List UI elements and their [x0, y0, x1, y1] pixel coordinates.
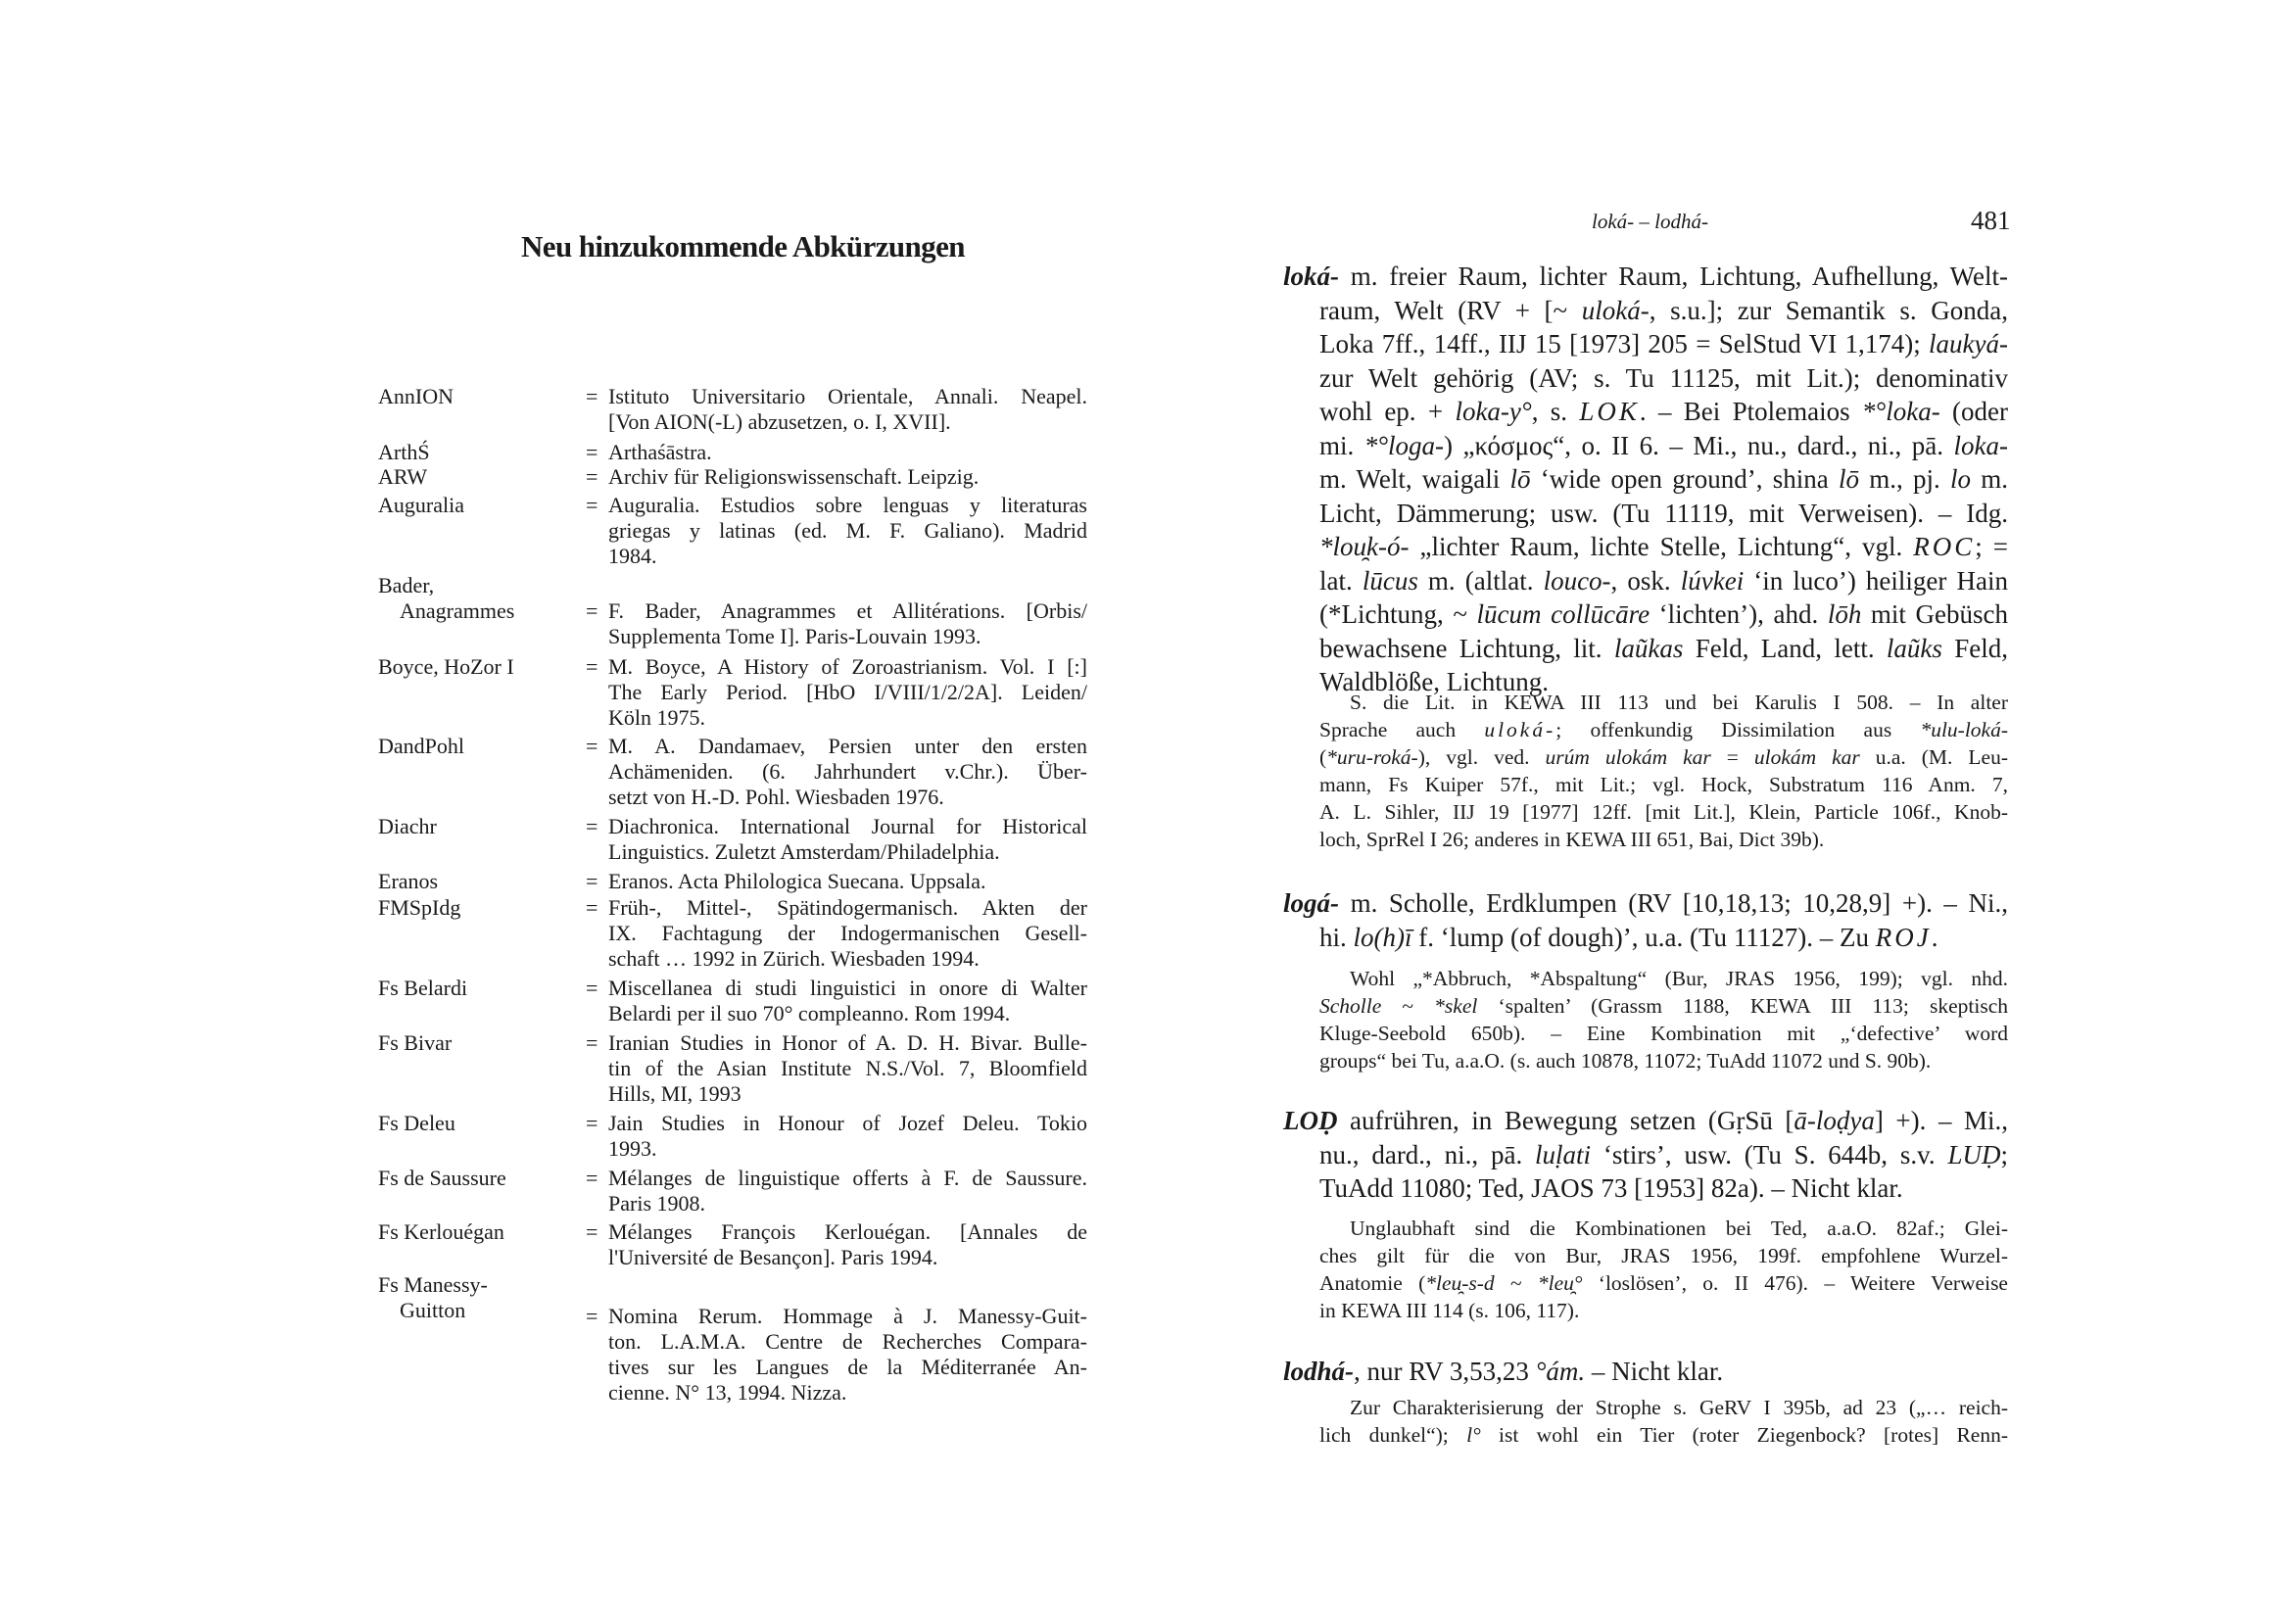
- definition-line: The Early Period. [HbO I/VIII/1/2/2A]. Leiden/: [608, 680, 1087, 704]
- text-segment: , s.: [1531, 397, 1580, 426]
- definition-line: Supplementa Tome I]. Paris-Louvain 1993.: [608, 624, 981, 648]
- dictionary-entry: [1283, 886, 2008, 954]
- text-segment: ~: [1494, 1271, 1538, 1295]
- italic-term: lōh: [1827, 599, 1862, 629]
- abbreviation-term: [378, 573, 514, 624]
- abbreviation-definition: [608, 814, 1087, 865]
- definition-line: Eranos. Acta Philologica Suecana. Uppsala.: [608, 869, 986, 893]
- abbreviation-term: [378, 384, 454, 409]
- text-segment: Anatomie (: [1319, 1271, 1426, 1295]
- text-segment: m.: [1971, 464, 2008, 494]
- text-segment: Kluge-Seebold 650b). – Eine Kombination mit „‘defective’ word: [1319, 1022, 2008, 1045]
- headword: loká-: [1283, 262, 1339, 291]
- abbreviation-line: AnnION: [378, 384, 454, 408]
- text-line: [1319, 921, 2008, 955]
- abbreviation-term: [378, 1219, 504, 1245]
- text-segment: TuAdd 11080; Ted, JAOS 73 [1953] 82a). – Nicht klar.: [1319, 1173, 1903, 1203]
- definition-line: Istituto Universitario Orientale, Annali. Neapel.: [608, 384, 1087, 408]
- text-line: [1350, 1394, 2008, 1421]
- text-segment: nu., dard., ni., pā.: [1319, 1139, 1536, 1169]
- italic-term: *leu̯°: [1537, 1271, 1583, 1295]
- text-line: [1319, 497, 2008, 531]
- text-line: [1319, 1138, 2008, 1172]
- equals-sign: =: [586, 654, 598, 679]
- dictionary-entry: [1283, 1355, 2008, 1389]
- abbreviation-line: FMSpIdg: [378, 895, 461, 920]
- definition-line: Iranian Studies in Honor of A. D. H. Bivar. Bulle-: [608, 1030, 1087, 1055]
- text-segment: m., pj.: [1858, 464, 1950, 494]
- equals-sign: =: [586, 976, 598, 1000]
- text-line: [1319, 1020, 2008, 1047]
- italic-term: lūcum collūcāre: [1476, 599, 1650, 629]
- equals-sign: =: [586, 1219, 598, 1244]
- text-segment: m. Scholle, Erdklumpen (RV [10,18,13; 10,28,9] +). – Ni.,: [1339, 888, 2008, 918]
- abbreviation-line: Boyce, HoZor I: [378, 654, 514, 679]
- definition-line: Hills, MI, 1993: [608, 1081, 741, 1106]
- abbreviation-term: [378, 895, 460, 921]
- definition-line: tives sur les Langues de la Méditerranée An-: [608, 1355, 1087, 1379]
- abbreviation-line: Guitton: [400, 1298, 466, 1322]
- abbreviation-term: [378, 976, 467, 1001]
- page-number: 481: [1971, 206, 2011, 235]
- text-line: [1319, 395, 2008, 429]
- italic-term: lúvkei: [1680, 565, 1745, 596]
- italic-term: *leu̯-s-d: [1425, 1271, 1495, 1295]
- abbreviation-line: Fs Deleu: [378, 1111, 455, 1135]
- page-title: Neu hinzukommende Abkürzungen: [521, 229, 965, 263]
- text-segment: groups“ bei Tu, a.a.O. (s. auch 10878, 11072; TuAdd 11072 und S. 90b).: [1319, 1049, 1932, 1073]
- definition-line: Archiv für Religionswissenschaft. Leipzig.: [608, 464, 980, 489]
- abbreviation-line: Fs Kerlouégan: [378, 1219, 504, 1244]
- definition-line: Jain Studies in Honour of Jozef Deleu. Tokio: [608, 1111, 1087, 1135]
- text-segment: . – Bei Ptolemaios: [1639, 397, 1862, 426]
- abbreviation-definition: [608, 1304, 1087, 1406]
- italic-term: uloká-: [1581, 295, 1650, 325]
- definition-line: M. Boyce, A History of Zoroastrianism. Vol. I [:]: [608, 654, 1087, 679]
- text-segment: ‘spalten’ (Grassm 1188, KEWA III 113; skeptisch: [1477, 994, 2008, 1018]
- text-segment: (: [1319, 745, 1327, 769]
- text-segment: zur Welt gehörig (AV; s. Tu 11125, mit Lit.); denominativ: [1319, 362, 2008, 393]
- definition-line: IX. Fachtagung der Indogermanischen Gesell-: [608, 921, 1087, 945]
- text-segment: ), vgl. ved.: [1417, 745, 1546, 769]
- text-line: [1319, 1047, 2008, 1074]
- equals-sign: =: [586, 869, 598, 893]
- text-segment: Loka 7ff., 14ff., IIJ 15 [1973] 205 = SelStud VI 1,174);: [1319, 329, 1930, 358]
- abbreviation-line: Auguralia: [378, 493, 464, 517]
- definition-line: Mélanges de linguistique offerts à F. de Saussure.: [608, 1166, 1087, 1190]
- equals-sign: =: [586, 1030, 598, 1055]
- italic-term: *uru-roká-: [1326, 745, 1418, 769]
- abbreviation-line: Diachr: [378, 814, 437, 838]
- text-line: [1319, 294, 2008, 328]
- definition-line: Nomina Rerum. Hommage à J. Manessy-Guit-: [608, 1304, 1087, 1328]
- definition-line: Miscellanea di studi linguistici in onore di Walter: [608, 976, 1087, 1000]
- text-segment: ~: [1381, 994, 1435, 1018]
- text-segment: ‘lichten’), ahd.: [1650, 599, 1828, 629]
- entry-commentary: [1283, 1215, 2008, 1324]
- text-segment: aufrühren, in Bewegung setzen (GṛSū [: [1337, 1106, 1794, 1135]
- text-segment: ;: [2000, 1139, 2008, 1169]
- abbreviation-term: [378, 440, 430, 465]
- text-line: [1319, 826, 2008, 853]
- text-segment: m. (altlat.: [1417, 565, 1544, 596]
- abbreviation-line: DandPohl: [378, 734, 464, 758]
- italic-term: ROC: [1913, 532, 1976, 561]
- definition-line: Arthaśāstra.: [608, 440, 712, 464]
- entry-commentary: [1283, 1394, 2008, 1449]
- text-segment: =: [1710, 745, 1754, 769]
- definition-line: Diachronica. International Journal for Historical: [608, 814, 1087, 838]
- abbreviation-line: ARW: [378, 464, 428, 489]
- definition-line: ton. L.A.M.A. Centre de Recherches Compara-: [608, 1329, 1087, 1354]
- text-segment: .: [1931, 922, 1938, 952]
- definition-line: Achämeniden. (6. Jahrhundert v.Chr.). Über-: [608, 759, 1087, 784]
- abbreviation-definition: [608, 895, 1087, 972]
- text-segment: raum, Welt (RV + [~: [1319, 295, 1582, 325]
- equals-sign: =: [586, 734, 598, 758]
- text-segment: u.a. (M. Leu-: [1859, 745, 2008, 769]
- text-segment: Feld,: [1941, 633, 2008, 663]
- text-segment: Wohl „*Abbruch, *Abspaltung“ (Bur, JRAS 1956, 199); vgl. nhd.: [1350, 967, 2008, 990]
- abbreviation-definition: [608, 1030, 1087, 1107]
- text-segment: ‘in luco’) heiliger Hain: [1744, 565, 2008, 596]
- text-line: [1319, 1269, 2008, 1297]
- abbreviation-definition: [608, 384, 1087, 435]
- definition-line: Auguralia. Estudios sobre lenguas y literaturas: [608, 493, 1087, 517]
- italic-term: *lou̯k-ó-: [1319, 532, 1410, 561]
- definition-line: Paris 1908.: [608, 1191, 705, 1216]
- text-line: [1350, 965, 2008, 992]
- abbreviation-definition: [608, 1111, 1087, 1162]
- text-segment: ‘loslösen’, o. II 476). – Weitere Verweise: [1582, 1271, 2008, 1295]
- italic-term: lō: [1838, 464, 1859, 494]
- abbreviation-term: [378, 1111, 455, 1136]
- definition-line: l'Université de Besançon]. Paris 1994.: [608, 1245, 938, 1269]
- text-segment: A. L. Sihler, IIJ 19 [1977] 12ff. [mit Lit.], Klein, Particle 106f., Knob-: [1319, 800, 2008, 824]
- text-segment: Feld, Land, lett.: [1683, 633, 1887, 663]
- abbreviation-line: Fs de Saussure: [378, 1166, 506, 1190]
- italic-term: ROJ: [1875, 922, 1932, 952]
- dictionary-entry: [1283, 1104, 2008, 1206]
- equals-sign: =: [586, 895, 598, 920]
- entry-commentary: [1283, 965, 2008, 1074]
- abbreviation-term: [378, 814, 437, 839]
- abbreviation-term: [378, 734, 464, 759]
- text-segment: mann, Fs Kuiper 57f., mit Lit.; vgl. Hock, Substratum 116 Anm. 7,: [1319, 773, 2008, 796]
- text-segment: Waldblöße, Lichtung.: [1319, 667, 1550, 696]
- definition-line: 1993.: [608, 1136, 657, 1161]
- text-line: [1319, 564, 2008, 598]
- text-line: [1319, 530, 2008, 564]
- italic-term: loka-y°: [1455, 397, 1532, 426]
- text-line: [1283, 886, 2008, 921]
- abbreviation-definition: [608, 440, 1087, 465]
- equals-sign: =: [586, 1304, 598, 1328]
- italic-term: l°: [1466, 1423, 1481, 1447]
- text-segment: S. die Lit. in KEWA III 113 und bei Karulis I 508. – In alter: [1350, 691, 2008, 714]
- italic-term: laũkas: [1613, 633, 1684, 663]
- text-line: [1319, 327, 2008, 361]
- text-segment: f. ‘lump (of dough)’, u.a. (Tu 11127). – Zu: [1411, 922, 1876, 952]
- text-segment: loch, SprRel I 26; anderes in KEWA III 651, Bai, Dict 39b).: [1319, 828, 1825, 851]
- definition-line: M. A. Dandamaev, Persien unter den ersten: [608, 734, 1087, 758]
- italic-term: louco-: [1543, 565, 1611, 596]
- text-line: [1319, 361, 2008, 396]
- definition-line: Köln 1975.: [608, 705, 705, 730]
- text-segment: , osk.: [1610, 565, 1681, 596]
- text-line: [1319, 743, 2008, 771]
- equals-sign: =: [586, 384, 598, 408]
- italic-term: lo(h)ī: [1353, 922, 1412, 952]
- headword: logá-: [1283, 888, 1339, 918]
- definition-line: F. Bader, Anagrammes et Allitérations. [Orbis/: [608, 598, 1087, 623]
- abbreviation-definition: [608, 654, 1087, 731]
- definition-line: Mélanges François Kerlouégan. [Annales de: [608, 1219, 1087, 1244]
- abbreviation-term: [378, 654, 514, 680]
- abbreviation-line: Fs Manessy-: [378, 1272, 488, 1297]
- text-line: [1283, 260, 2008, 294]
- definition-line: Linguistics. Zuletzt Amsterdam/Philadelphia.: [608, 839, 1000, 864]
- text-segment: Sprache auch: [1319, 718, 1485, 741]
- text-segment: bewachsene Lichtung, lit.: [1319, 633, 1614, 663]
- definition-line: griegas y latinas (ed. M. F. Galiano). Madrid: [608, 518, 1087, 543]
- text-line: [1319, 798, 2008, 826]
- text-segment: wohl ep. +: [1319, 397, 1456, 426]
- headword: LOḌ: [1283, 1106, 1338, 1135]
- abbreviation-term: [378, 464, 427, 490]
- text-segment: in KEWA III 114 (s. 106, 117).: [1319, 1299, 1580, 1322]
- italic-term: lo: [1949, 464, 1971, 494]
- abbreviation-line: Fs Belardi: [378, 976, 468, 1000]
- text-segment: „lichter Raum, lichte Stelle, Lichtung“, vgl.: [1409, 532, 1914, 561]
- text-segment: ‘wide open ground’, shina: [1530, 464, 1839, 494]
- text-segment: mi.: [1319, 430, 1364, 460]
- abbreviation-line: Fs Bivar: [378, 1030, 453, 1055]
- text-line: [1319, 429, 2008, 463]
- text-segment: – Nicht klar.: [1585, 1357, 1724, 1386]
- italic-term: urúm ulokám kar: [1545, 745, 1711, 769]
- definition-line: Belardi per il suo 70° compleanno. Rom 1994.: [608, 1001, 1011, 1026]
- text-segment: ; offenkundig Dissimilation aus: [1555, 718, 1921, 741]
- equals-sign: =: [586, 440, 598, 464]
- definition-line: schaft … 1992 in Zürich. Wiesbaden 1994.: [608, 946, 980, 971]
- text-line: [1319, 1297, 2008, 1324]
- italic-term: *skel: [1434, 994, 1478, 1018]
- text-segment: m. freier Raum, lichter Raum, Lichtung, Aufhellung, Welt-: [1339, 262, 2008, 291]
- text-segment: lich dunkel“);: [1319, 1423, 1467, 1447]
- text-segment: ] +). – Mi.,: [1874, 1106, 2008, 1135]
- text-line: [1350, 1215, 2008, 1242]
- text-line: [1283, 1355, 2008, 1389]
- definition-line: cienne. N° 13, 1994. Nizza.: [608, 1380, 847, 1405]
- headword: lodhá-: [1283, 1357, 1355, 1386]
- definition-line: Früh-, Mittel-, Spätindogermanisch. Akten der: [608, 895, 1087, 920]
- italic-term: ulokám kar: [1753, 745, 1860, 769]
- text-line: [1319, 597, 2008, 632]
- text-segment: , s.u.]; zur Semantik s. Gonda,: [1649, 295, 2008, 325]
- abbreviation-definition: [608, 869, 1087, 894]
- text-segment: lat.: [1319, 565, 1363, 596]
- italic-term: *ulu-loká-: [1920, 718, 2008, 741]
- abbreviation-definition: [608, 598, 1087, 649]
- abbreviation-definition: [608, 1166, 1087, 1216]
- text-segment: ist wohl ein Tier (roter Ziegenbock? [rotes] Renn-: [1480, 1423, 2009, 1447]
- definition-line: [Von AION(-L) abzusetzen, o. I, XVII].: [608, 409, 951, 434]
- italic-term: LOK: [1579, 397, 1640, 426]
- italic-term: lūcus: [1362, 565, 1418, 596]
- italic-term: uloká-: [1484, 718, 1556, 741]
- running-head: loká- – lodhá-: [1592, 210, 1708, 233]
- italic-term: *°loka-: [1861, 397, 1940, 426]
- equals-sign: =: [586, 1111, 598, 1135]
- entry-commentary: [1283, 689, 2008, 853]
- italic-term: °ám.: [1535, 1357, 1586, 1386]
- italic-term: ā-loḍya: [1794, 1106, 1875, 1135]
- italic-term: luḷati: [1535, 1139, 1592, 1169]
- italic-term: laũks: [1886, 633, 1942, 663]
- abbreviation-term: [378, 1166, 506, 1191]
- abbreviation-definition: [608, 464, 1087, 490]
- equals-sign: =: [586, 1166, 598, 1190]
- abbreviation-term: [378, 869, 438, 894]
- text-segment: , nur RV 3,53,23: [1354, 1357, 1536, 1386]
- abbreviation-definition: [608, 1219, 1087, 1270]
- abbreviation-term: [378, 493, 464, 518]
- text-segment: ) „κόσμος“, o. II 6. – Mi., nu., dard., ni., pā.: [1444, 430, 1954, 460]
- abbreviation-term: [378, 1030, 452, 1056]
- italic-term: LUḌ: [1947, 1139, 2001, 1169]
- text-segment: mit Gebüsch: [1861, 599, 2009, 629]
- text-line: [1319, 632, 2008, 666]
- text-line: [1283, 1104, 2008, 1138]
- text-line: [1319, 716, 2008, 743]
- text-segment: ches gilt für die von Bur, JRAS 1956, 199f. empfohlene Wurzel-: [1319, 1244, 2008, 1267]
- text-segment: ; =: [1975, 532, 2008, 561]
- abbreviation-definition: [608, 734, 1087, 810]
- equals-sign: =: [586, 814, 598, 838]
- text-line: [1319, 1171, 2008, 1206]
- italic-term: lō: [1509, 464, 1531, 494]
- text-line: [1319, 771, 2008, 798]
- italic-term: *°loga-: [1363, 430, 1445, 460]
- text-segment: Zur Charakterisierung der Strophe s. GeRV I 395b, ad 23 („… reich-: [1350, 1396, 2008, 1419]
- text-segment: (oder: [1939, 397, 2008, 426]
- italic-term: Scholle: [1319, 994, 1382, 1018]
- abbreviation-line: Eranos: [378, 869, 439, 893]
- text-line: [1319, 462, 2008, 497]
- abbreviation-line: Bader,: [378, 573, 435, 597]
- abbreviation-term: [378, 1272, 488, 1323]
- equals-sign: =: [586, 598, 598, 623]
- text-segment: (*Lichtung, ~: [1319, 599, 1477, 629]
- text-segment: m. Welt, waigali: [1319, 464, 1510, 494]
- italic-term: loka-: [1953, 430, 2008, 460]
- definition-line: setzt von H.-D. Pohl. Wiesbaden 1976.: [608, 785, 944, 809]
- text-line: [1350, 689, 2008, 716]
- abbreviation-definition: [608, 493, 1087, 569]
- text-line: [1319, 1242, 2008, 1269]
- text-segment: Unglaubhaft sind die Kombinationen bei Ted, a.a.O. 82af.; Glei-: [1350, 1216, 2008, 1240]
- text-line: [1319, 992, 2008, 1020]
- text-segment: Licht, Dämmerung; usw. (Tu 11119, mit Verweisen). – Idg.: [1319, 498, 2008, 528]
- equals-sign: =: [586, 464, 598, 489]
- abbreviation-definition: [608, 976, 1087, 1026]
- italic-term: laukyá-: [1929, 329, 2008, 358]
- equals-sign: =: [586, 493, 598, 517]
- text-segment: hi.: [1319, 922, 1354, 952]
- dictionary-entry: [1283, 260, 2008, 699]
- definition-line: tin of the Asian Institute N.S./Vol. 7, Bloomfield: [608, 1056, 1087, 1080]
- abbreviation-line: ArthŚ: [378, 440, 430, 464]
- definition-line: 1984.: [608, 544, 657, 568]
- abbreviation-line: Anagrammes: [400, 598, 515, 623]
- text-line: [1319, 1421, 2008, 1449]
- text-segment: ‘stirs’, usw. (Tu S. 644b, s.v.: [1591, 1139, 1948, 1169]
